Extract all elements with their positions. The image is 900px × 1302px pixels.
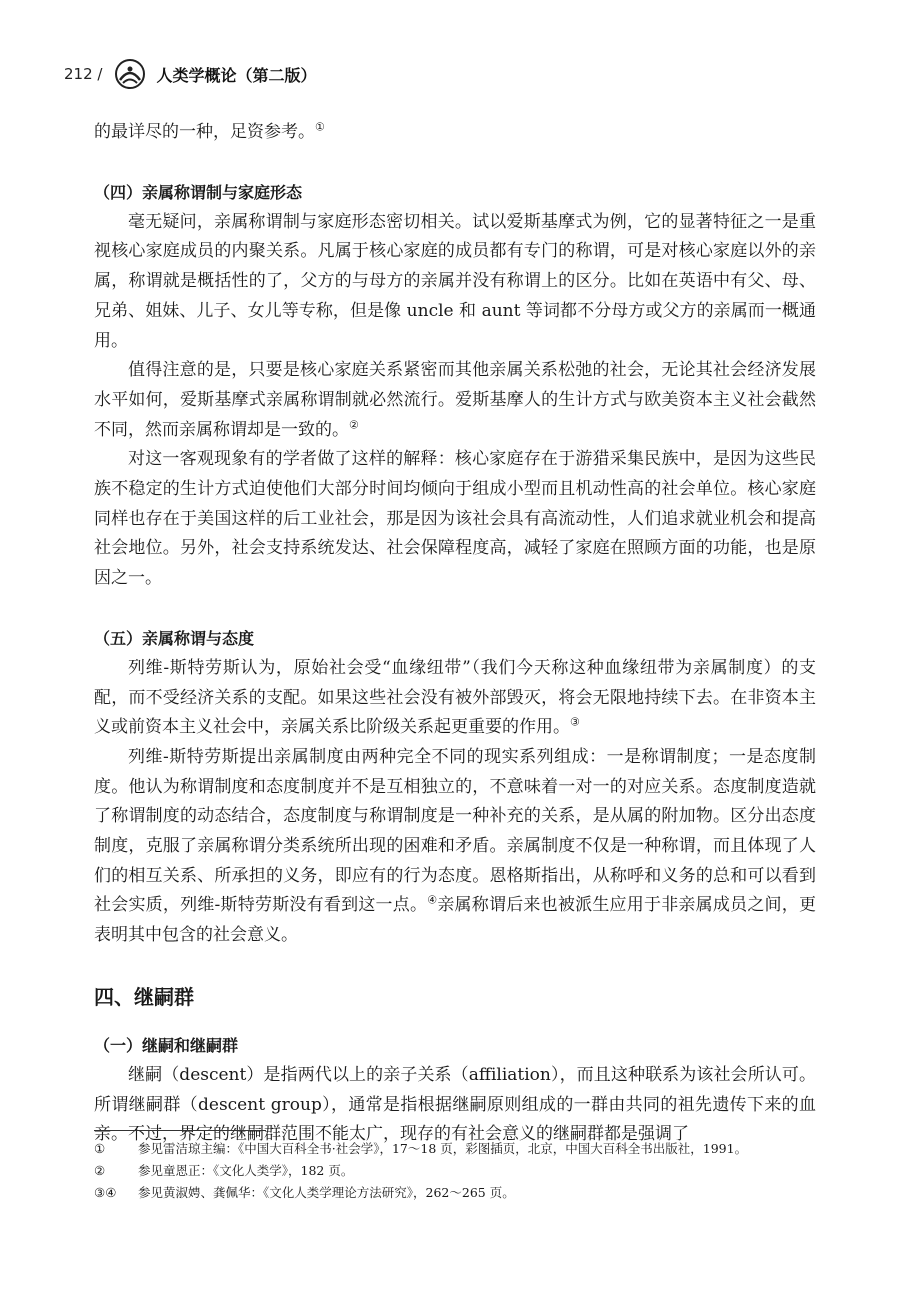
footnote-mark: ③④ (94, 1185, 117, 1200)
footnote (94, 1138, 816, 1160)
main-text (94, 118, 816, 1150)
paragraph: 列维-斯特劳斯提出亲属制度由两种完全不同的现实系列组成：一是称谓制度；一是态度制度。他认为称谓制度和态度制度并不是互相独立的，不意味着一对一的对应关系。态度制度造就了称谓制度的动态结合，态度制度与称谓制度是一种补充的关系，是从属的附加物。区分出态度制度，克服了亲属称谓分类系统所出现的困难和矛盾。亲属制度不仅是一种称谓，而且体现了人们的相互关系、所承担的义务，即应有的行为态度。恩格斯指出，从称呼和义务的总和可以看到社会实质，列维-斯特劳斯没有看到这一点。④亲属称谓后来也被派生应用于非亲属成员之间，更表明其中包含的社会意义。 (94, 746, 816, 946)
page-number: 212 / (64, 65, 103, 83)
footnote-text: 参见黄淑娉、龚佩华：《文化人类学理论方法研究》，262～265 页。 (138, 1185, 515, 1200)
subsection-heading: （一）继嗣和继嗣群 (94, 1035, 239, 1055)
section-heading: （五）亲属称谓与态度 (94, 628, 255, 648)
footnote (94, 1182, 816, 1204)
footnotes (94, 1138, 816, 1204)
paragraph: 继嗣（descent）是指两代以上的亲子关系（affiliation），而且这种联系为该社会所认可。所谓继嗣群（descent group），通常是指根据继嗣原则组成的一群由共同的祖先遗传下来的血亲。不过，界定的继嗣群范围不能太广，现存的有社会意义的继嗣群都是强调了 (94, 1064, 816, 1145)
book-title: 人类学概论（第二版） (156, 65, 317, 85)
paragraph: 毫无疑问，亲属称谓制与家庭形态密切相关。试以爱斯基摩式为例，它的显著特征之一是重视核心家庭成员的内聚关系。凡属于核心家庭的成员都有专门的称谓，可是对核心家庭以外的亲属，称谓就是概括性的了，父方的与母方的亲属并没有称谓上的区分。比如在英语中有父、母、兄弟、姐妹、儿子、女儿等专称，但是像 uncle 和 aunt 等词都不分母方或父方的亲属而一概通用。 (94, 211, 816, 351)
chapter-heading: 四、继嗣群 (94, 984, 194, 1009)
section-heading: （四）亲属称谓制与家庭形态 (94, 182, 303, 202)
footnote-mark: ① (94, 1141, 106, 1156)
running-header (64, 56, 316, 92)
footnote-mark: ② (94, 1163, 106, 1178)
footnote-divider (94, 1130, 266, 1131)
footnote-ref: ② (349, 417, 359, 431)
footnote (94, 1160, 816, 1182)
paragraph: 值得注意的是，只要是核心家庭关系紧密而其他亲属关系松弛的社会，无论其社会经济发展水平如何，爱斯基摩式亲属称谓制就必然流行。爱斯基摩人的生计方式与欧美资本主义社会截然不同，然而亲属称谓却是一致的。② (94, 360, 816, 440)
footnote-ref: ③ (570, 715, 580, 729)
paragraph: 对这一客观现象有的学者做了这样的解释：核心家庭存在于游猎采集民族中，是因为这些民族不稳定的生计方式迫使他们大部分时间均倾向于组成小型而且机动性高的社会单位。核心家庭同样也存在于美国这样的后工业社会，那是因为该社会具有高流动性，人们追求就业机会和提高社会地位。另外，社会支持系统发达、社会保障程度高，减轻了家庭在照顾方面的功能，也是原因之一。 (94, 449, 816, 589)
book-logo-icon (114, 58, 146, 90)
footnote-ref: ① (315, 120, 325, 134)
footnote-text: 参见雷洁琼主编：《中国大百科全书·社会学》，17～18 页，彩图插页，北京，中国大百科全书出版社，1991。 (138, 1141, 748, 1156)
continued-paragraph: 的最详尽的一种，足资参考。① (94, 120, 325, 142)
footnote-text: 参见童恩正：《文化人类学》，182 页。 (138, 1163, 354, 1178)
paragraph: 列维-斯特劳斯认为，原始社会受“血缘纽带”（我们今天称这种血缘纽带为亲属制度）的支配，而不受经济关系的支配。如果这些社会没有被外部毁灭，将会无限地持续下去。在非资本主义或前资本主义社会中，亲属关系比阶级关系起更重要的作用。③ (94, 657, 816, 738)
footnote-ref: ④ (427, 893, 438, 907)
